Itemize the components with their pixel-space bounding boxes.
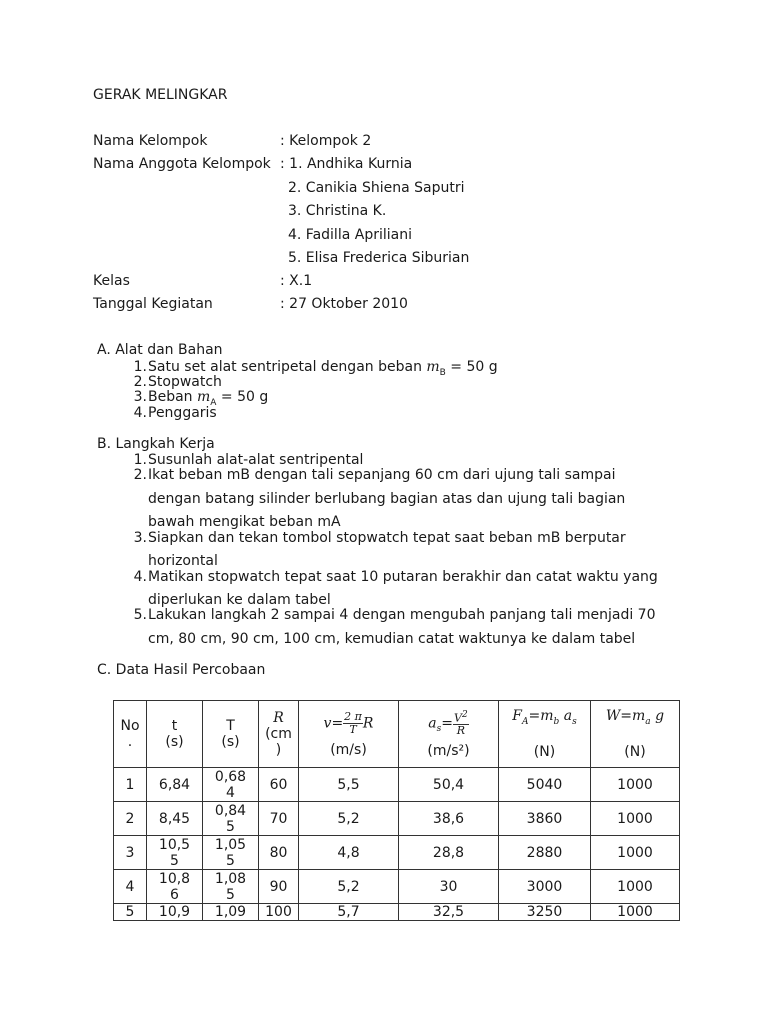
- list-item: Ikat beban mB dengan tali sepanjang 60 cm dari ujung tali sampai: [148, 467, 616, 483]
- table-row: [114, 904, 680, 921]
- cell-force: 3250: [499, 904, 591, 921]
- section-c-heading: C. Data Hasil Percobaan: [97, 662, 266, 678]
- list-number: 2.: [133, 467, 147, 483]
- list-item-cont: diperlukan ke dalam tabel: [148, 592, 331, 608]
- cell-no: 5: [114, 904, 147, 921]
- header-radius: R (cm ): [259, 701, 299, 768]
- cell-radius: 90: [259, 870, 299, 904]
- section-b-heading: B. Langkah Kerja: [97, 436, 215, 452]
- list-item-cont: dengan batang silinder berlubang bagian atas dan ujung tali bagian: [148, 491, 626, 507]
- table-row: [114, 836, 680, 870]
- list-number: 4.: [133, 405, 147, 421]
- doc-title: GERAK MELINGKAR: [93, 87, 228, 103]
- list-number: 2.: [133, 374, 147, 390]
- cell-weight: 1000: [591, 870, 680, 904]
- list-item: Stopwatch: [148, 374, 222, 390]
- cell-velocity: 5,2: [299, 870, 399, 904]
- info-value: : Kelompok 2: [280, 133, 372, 149]
- cell-velocity: 5,7: [299, 904, 399, 921]
- list-number: 4.: [133, 569, 147, 585]
- info-label: Nama Anggota Kelompok: [93, 156, 271, 172]
- header-t: t (s): [147, 701, 203, 768]
- cell-force: 3000: [499, 870, 591, 904]
- cell-period: 0,84 5: [203, 802, 259, 836]
- member-name: 5. Elisa Frederica Siburian: [288, 250, 470, 266]
- list-number: 5.: [133, 607, 147, 623]
- header-acceleration: $a_s=$ $\frac{V^2}{R}$ (m/s²): [399, 701, 499, 768]
- cell-acceleration: 38,6: [399, 802, 499, 836]
- cell-period: 1,09: [203, 904, 259, 921]
- header-velocity: v= $\frac{2 \pi}{T}$ R (m/s): [299, 701, 399, 768]
- list-item: Siapkan dan tekan tombol stopwatch tepat saat beban mB berputar: [148, 530, 626, 546]
- cell-t: 10,5 5: [147, 836, 203, 870]
- cell-t: 10,9: [147, 904, 203, 921]
- cell-t: 8,45: [147, 802, 203, 836]
- cell-radius: 60: [259, 768, 299, 802]
- table-row: [114, 802, 680, 836]
- cell-acceleration: 32,5: [399, 904, 499, 921]
- cell-period: 0,68 4: [203, 768, 259, 802]
- info-value: : 27 Oktober 2010: [280, 296, 408, 312]
- table-header-row: [114, 701, 680, 768]
- data-table: [113, 700, 680, 921]
- header-no: No .: [114, 701, 147, 768]
- acceleration-formula: $a_s=$ $\frac{V^2}{R}$: [428, 709, 468, 738]
- cell-force: 5040: [499, 768, 591, 802]
- list-item: Lakukan langkah 2 sampai 4 dengan mengubah panjang tali menjadi 70: [148, 607, 656, 623]
- cell-weight: 1000: [591, 904, 680, 921]
- force-formula: $F_A=m_b$ $a_s$: [512, 708, 577, 727]
- cell-weight: 1000: [591, 836, 680, 870]
- cell-period: 1,08 5: [203, 870, 259, 904]
- header-period: T (s): [203, 701, 259, 768]
- list-number: 3.: [133, 389, 147, 405]
- cell-no: 2: [114, 802, 147, 836]
- cell-radius: 70: [259, 802, 299, 836]
- list-number: 1.: [133, 359, 147, 375]
- cell-velocity: 4,8: [299, 836, 399, 870]
- list-item: Beban $m_A = 50$ g: [148, 389, 269, 408]
- cell-radius: 80: [259, 836, 299, 870]
- list-item: Matikan stopwatch tepat saat 10 putaran berakhir dan catat waktu yang: [148, 569, 658, 585]
- header-weight: $W=m_a$ g (N): [591, 701, 680, 768]
- member-name: 4. Fadilla Apriliani: [288, 227, 412, 243]
- info-label: Nama Kelompok: [93, 133, 208, 149]
- list-item: Satu set alat sentripetal dengan beban $m_B = 50$ g: [148, 359, 498, 378]
- cell-t: 10,8 6: [147, 870, 203, 904]
- info-value: : 1. Andhika Kurnia: [280, 156, 413, 172]
- list-number: 1.: [133, 452, 147, 468]
- list-item: Susunlah alat-alat sentripental: [148, 452, 364, 468]
- list-item-cont: horizontal: [148, 553, 218, 569]
- table-row: [114, 870, 680, 904]
- cell-radius: 100: [259, 904, 299, 921]
- cell-weight: 1000: [591, 768, 680, 802]
- member-name: 3. Christina K.: [288, 203, 387, 219]
- cell-period: 1,05 5: [203, 836, 259, 870]
- cell-velocity: 5,5: [299, 768, 399, 802]
- list-item-cont: cm, 80 cm, 90 cm, 100 cm, kemudian catat waktunya ke dalam tabel: [148, 631, 636, 647]
- cell-force: 3860: [499, 802, 591, 836]
- cell-acceleration: 50,4: [399, 768, 499, 802]
- info-value: : X.1: [280, 273, 313, 289]
- cell-no: 3: [114, 836, 147, 870]
- velocity-formula: v= $\frac{2 \pi}{T}$ R: [323, 709, 374, 736]
- list-item: Penggaris: [148, 405, 217, 421]
- cell-acceleration: 30: [399, 870, 499, 904]
- header-force: $F_A=m_b$ $a_s$ (N): [499, 701, 591, 768]
- cell-force: 2880: [499, 836, 591, 870]
- list-item-cont: bawah mengikat beban mA: [148, 514, 341, 530]
- weight-formula: $W=m_a$ g: [605, 708, 665, 727]
- cell-no: 1: [114, 768, 147, 802]
- cell-velocity: 5,2: [299, 802, 399, 836]
- table-row: [114, 768, 680, 802]
- member-name: 2. Canikia Shiena Saputri: [288, 180, 465, 196]
- cell-weight: 1000: [591, 802, 680, 836]
- info-label: Kelas: [93, 273, 130, 289]
- list-number: 3.: [133, 530, 147, 546]
- info-label: Tanggal Kegiatan: [93, 296, 213, 312]
- cell-t: 6,84: [147, 768, 203, 802]
- section-a-heading: A. Alat dan Bahan: [97, 342, 223, 358]
- cell-no: 4: [114, 870, 147, 904]
- cell-acceleration: 28,8: [399, 836, 499, 870]
